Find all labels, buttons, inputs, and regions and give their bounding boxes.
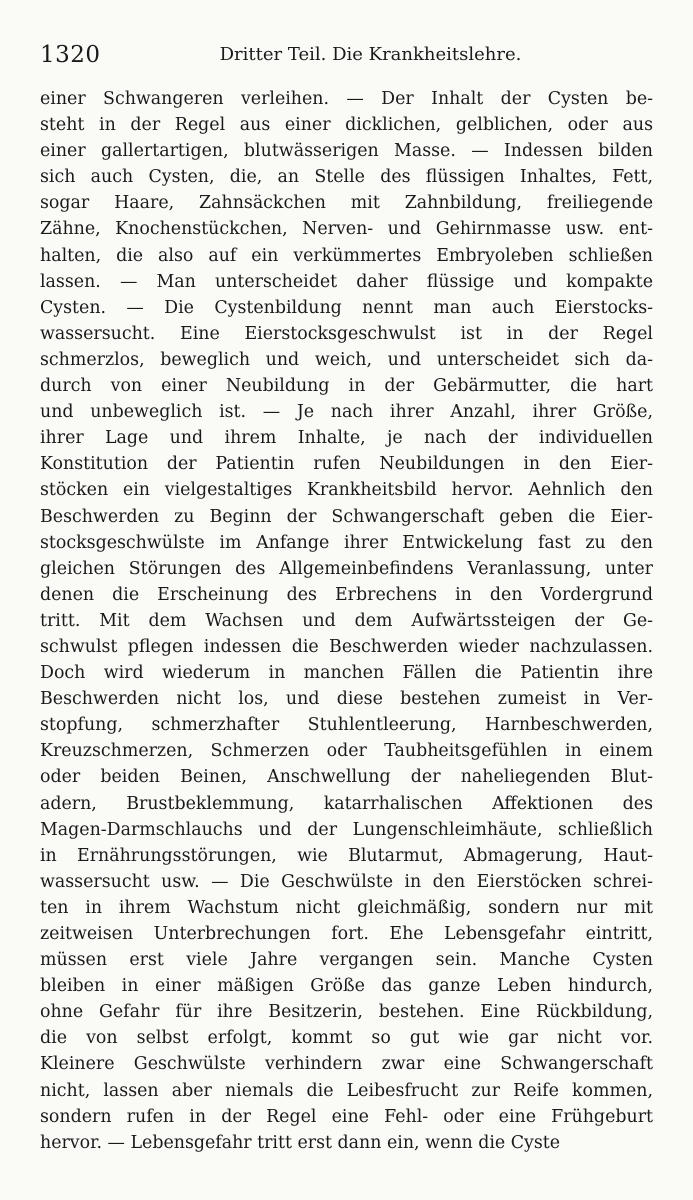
- text-line: sondern rufen in der Regel eine Fehl- oder eine Frühgeburt: [40, 1106, 653, 1127]
- text-line: bleiben in einer mäßigen Größe das ganze Leben hindurch,: [40, 976, 653, 997]
- text-line: schwulst pflegen indessen die Beschwerden wieder nachzulassen.: [40, 636, 653, 657]
- text-line: gleichen Störungen des Allgemeinbefindens Veranlassung, unter: [40, 558, 653, 579]
- text-line: Konstitution der Patientin rufen Neubildungen in den Eier-: [40, 454, 653, 475]
- text-line: Doch wird wiederum in manchen Fällen die Patientin ihre: [40, 663, 653, 684]
- text-line: müssen erst viele Jahre vergangen sein. Manche Cysten: [40, 950, 653, 971]
- text-line: Magen-Darmschlauchs und der Lungenschleimhäute, schließlich: [40, 819, 653, 840]
- text-line: schmerzlos, beweglich und weich, und unterscheidet sich da-: [40, 349, 653, 370]
- running-head: Dritter Teil. Die Krankheitslehre.: [219, 44, 522, 65]
- text-line: oder beiden Beinen, Anschwellung der naheliegenden Blut-: [40, 767, 653, 788]
- text-line: Beschwerden nicht los, und diese bestehen zumeist in Ver-: [40, 689, 653, 710]
- text-line: denen die Erscheinung des Erbrechens in den Vordergrund: [40, 584, 653, 605]
- text-line: sich auch Cysten, die, an Stelle des flüssigen Inhaltes, Fett,: [40, 167, 653, 188]
- text-line: und unbeweglich ist. — Je nach ihrer Anzahl, ihrer Größe,: [40, 402, 653, 423]
- text-line: Kleinere Geschwülste verhindern zwar eine Schwangerschaft: [40, 1054, 653, 1075]
- text-line: zeitweisen Unterbrechungen fort. Ehe Lebensgefahr eintritt,: [40, 924, 653, 944]
- text-line: sogar Haare, Zahnsäckchen mit Zahnbildung, freiliegende: [40, 193, 653, 214]
- text-line: steht in der Regel aus einer dicklichen, gelblichen, oder aus: [40, 115, 653, 136]
- text-line: Kreuzschmerzen, Schmerzen oder Taubheitsgefühlen in einem: [40, 741, 653, 762]
- text-line: ohne Gefahr für ihre Besitzerin, bestehen. Eine Rückbildung,: [40, 1002, 653, 1023]
- text-line: ihrer Lage und ihrem Inhalte, je nach der individuellen: [40, 428, 653, 449]
- text-line: lassen. — Man unterscheidet daher flüssige und kompakte: [40, 271, 653, 292]
- text-line: halten, die also auf ein verkümmertes Embryoleben schließen: [40, 245, 653, 266]
- text-line: ten in ihrem Wachstum nicht gleichmäßig, sondern nur mit: [40, 897, 653, 918]
- text-line: Beschwerden zu Beginn der Schwangerschaft geben die Eier-: [40, 506, 653, 527]
- text-line: einer Schwangeren verleihen. — Der Inhalt der Cysten be-: [40, 89, 653, 109]
- text-line: hervor. — Lebensgefahr tritt erst dann ein, wenn die Cyste: [40, 1132, 561, 1153]
- text-line: nicht, lassen aber niemals die Leibesfrucht zur Reife kommen,: [40, 1080, 653, 1101]
- text-line: stöcken ein vielgestaltiges Krankheitsbild hervor. Aehnlich den: [40, 480, 653, 501]
- text-line: wassersucht usw. — Die Geschwülste in den Eierstöcken schrei-: [40, 871, 653, 892]
- text-line: tritt. Mit dem Wachsen und dem Aufwärtssteigen der Ge-: [40, 610, 653, 631]
- page-number: 1320: [40, 42, 101, 68]
- text-line: durch von einer Neubildung in der Gebärmutter, die hart: [40, 376, 653, 397]
- text-line: adern, Brustbeklemmung, katarrhalischen Affektionen des: [40, 793, 653, 814]
- text-line: stopfung, schmerzhafter Stuhlentleerung, Harnbeschwerden,: [40, 715, 653, 736]
- text-line: Zähne, Knochenstückchen, Nerven- und Gehirnmasse usw. ent-: [40, 219, 653, 240]
- text-line: in Ernährungsstörungen, wie Blutarmut, Abmagerung, Haut-: [40, 845, 653, 866]
- text-line: wassersucht. Eine Eierstocksgeschwulst ist in der Regel: [40, 323, 653, 344]
- text-line: stocksgeschwülste im Anfange ihrer Entwickelung fast zu den: [40, 532, 653, 553]
- text-line: Cysten. — Die Cystenbildung nennt man auch Eierstocks-: [40, 297, 653, 318]
- body-text: [40, 86, 653, 1156]
- page-header: [40, 42, 657, 76]
- text-line: die von selbst erfolgt, kommt so gut wie gar nicht vor.: [40, 1028, 653, 1049]
- text-line: einer gallertartigen, blutwässerigen Masse. — Indessen bilden: [40, 141, 653, 162]
